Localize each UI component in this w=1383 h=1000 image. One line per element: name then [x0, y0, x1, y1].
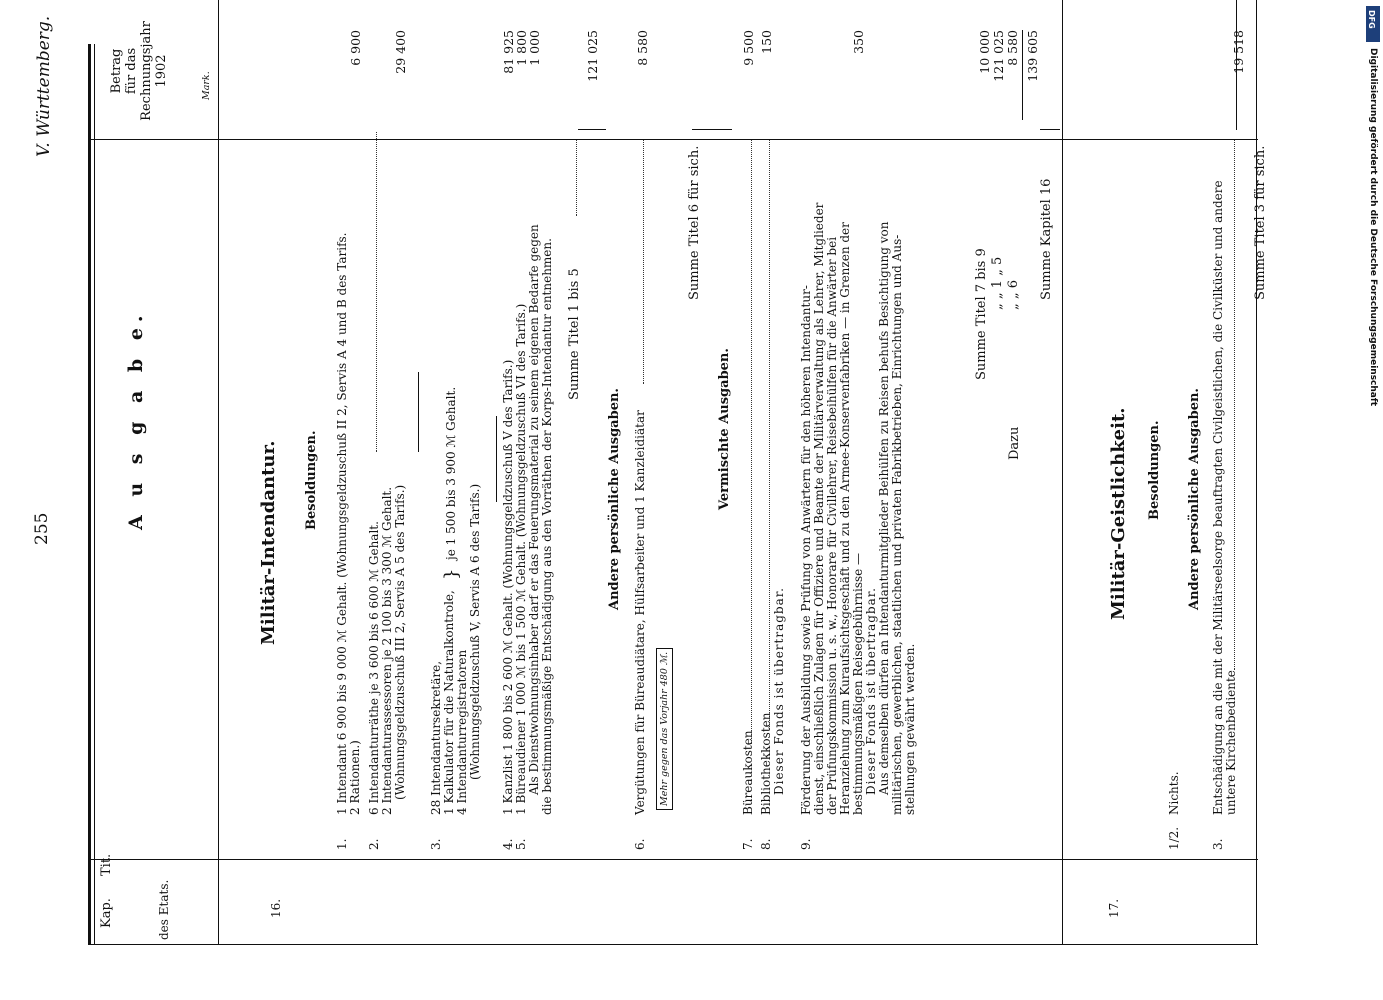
sum-1-5-amount: 121 025	[585, 30, 600, 82]
sum3-label: Summe Titel 3 für sich.	[1253, 145, 1268, 300]
chapter16-besoldungen: Besoldungen.	[304, 430, 319, 530]
sum-kap16-label: Summe Kapitel 16	[1039, 178, 1054, 300]
tit-3: 3.	[429, 838, 443, 850]
chapter17-besoldungen: Besoldungen.	[1147, 420, 1162, 520]
amount-header-1: Betrag	[109, 48, 124, 94]
total-kap16: 139 605	[1025, 30, 1040, 82]
dfg-badge-text: DFG	[1367, 10, 1376, 29]
amount-t9: 350	[851, 30, 866, 54]
tit-header: Tit.	[99, 853, 114, 876]
tit-3-17: 3.	[1211, 838, 1225, 850]
tit-8: 8.	[759, 838, 773, 850]
page-number: 255	[32, 512, 52, 545]
tit-7: 7.	[741, 838, 755, 850]
tit-5: 5.	[514, 838, 528, 850]
chapter16-title: Militär-Intendantur.	[258, 440, 279, 645]
des-etats-header: des Etats.	[157, 879, 171, 940]
andere-title: Andere persönliche Ausgaben.	[607, 388, 622, 610]
amount-t1: 6 900	[348, 30, 363, 66]
amount-t2: 29 400	[393, 30, 408, 74]
amount-t7: 9 500	[741, 30, 756, 66]
row6-note: Mehr gegen das Vorjahr 480 ℳ.	[656, 648, 673, 810]
amount-t4: 1 800	[514, 30, 529, 66]
amount-header-2: für das	[124, 47, 139, 95]
tit-1: 1.	[335, 838, 349, 850]
amount-t3: 81 925	[501, 30, 516, 74]
total-t1-5: 121 025	[991, 30, 1006, 82]
section-title: A u s g a b e.	[125, 309, 147, 530]
sum-7-9-label: Summe Titel 7 bis 9	[974, 248, 989, 380]
tit-2: 2.	[367, 838, 381, 850]
kap-16: 16.	[269, 898, 283, 918]
kap-17: 17.	[1107, 898, 1121, 918]
amount-t5: 1 000	[527, 30, 542, 66]
sum-1-5-label: Summe Titel 1 bis 5	[567, 268, 582, 400]
kap-header: Kap.	[99, 898, 114, 928]
amount-header-3: Rechnungsjahr	[139, 21, 154, 121]
region-title: V. Württemberg.	[34, 15, 54, 157]
amount-17-t3: 19 518	[1231, 30, 1246, 74]
budget-page: 255 V. Württemberg. Kap. Tit. des Etats. A u s g a b e. Betrag für das Rechnungsjahr 1902 Mark. 16. Militär-Intendantur. Besoldungen. 1. 1 Intendant 6 900 bis 9 000 ℳ Gehalt. (Wohnungsgeldzuschuß II 2, Servis A 4 und B des Tarifs. 2 Rationen.) 6 900 2. 6 Intendanturräthe je 3 600 bis 6 600 ℳ Gehalt. 2 Intendanturassessoren je 2 100 bis 3 300 ℳ Gehalt. (Wohnungsgeldzuschuß III 2, Servis A 5 des Tarifs.) 29 400 3. 28 Intendantursekretäre, 1 Kalkulator für die Naturalkontrole, 4 Intendanturregistratoren (Wohnungsgeldzuschuß V, Servis A 6 des Tarifs.) } je 1 500 bis 3 900 ℳ Gehalt. 4. 5. 1 Kanzlist 1 800 bis 2 600 ℳ Gehalt. (Wohnungsgeldzuschuß V des Tarifs.) 1 Büreaudiener 1 000 ℳ bis 1 500 ℳ Gehalt. (Wohnungsgeldzuschuß VI des Tarifs.) Als Dienstwohnungsinhaber darf er das Feuerungsmaterial zu seinem eigenen Bedarfe gegen die bestimmungsmäßige Entschädigung aus den Vorräthen der Korps-Intendantur entnehmen. 81 925 1 800 1 000 Summe Titel 1 bis 5 121 025 Andere persönliche Ausgaben. 6. Vergütungen für Büreaudiätare, Hülfsarbeiter und 1 Kanzleidiätar 8 580 Mehr gegen das Vorjahr 480 ℳ. Summe Titel 6 für sich. Vermischte Ausgaben. 7. Büreaukosten 9 500 8. Bibliothekkosten 150 Dieser Fonds ist übertragbar. 9. Förderung der Ausbildung sowie Prüfung von Anwärtern für den höheren Intendantur- dienst, einschließlich Zulagen für Offiziere und Beamte der Militärverwaltung als Lehrer, Mitglieder der Prüfungskommission u. s. w., Honorare für Civillehrer, Reisebeihülfen für die Anwärter bei Heranziehung zum Kuraufsichtsgeschäft und zu den Armee-Konservenfabriken — in Grenzen der bestimmungsmäßigen Reisegebührnisse — Dieser Fonds ist übertragbar. Aus demselben dürfen an Intendanturmitglieder Beihülfen zu Reisen behufs Besichtigung von militärischen, gewerblichen, staatlichen und privaten Fabrikbetrieben, Einrichtungen und Aus- stellungen gewährt werden. 350 Summe Titel 7 bis 9 Dazu „ „ 1 „ 5 „ „ 6 10 000 121 025 8 580 Summe Kapitel 16 139 605 17. Militär-Geistlichkeit. Besoldungen. 1/2. Nichts. Andere persönliche Ausgaben. 3. Entschädigung an die mit der Militärseelsorge beauftragten Civilgeistlichen, die Civilküster und andere untere Kirchenbediente 19 518 Summe Titel 3 für sich.	[0, 0, 1383, 1000]
tit-6: 6.	[633, 838, 647, 850]
total-t7-9: 10 000	[977, 30, 992, 74]
dazu-label: Dazu	[1007, 426, 1022, 460]
dfg-note-text: Digitalisierung gefördert durch die Deutsche Forschungsgemeinschaft	[1368, 48, 1378, 407]
tit-1-2: 1/2.	[1167, 826, 1181, 850]
header-rule	[218, 0, 219, 945]
dfg-note	[1368, 48, 1380, 898]
tit-4: 4.	[501, 838, 515, 850]
top-rule	[88, 44, 91, 945]
tit-9: 9.	[799, 838, 813, 850]
sum6-label: Summe Titel 6 für sich.	[687, 145, 702, 300]
chapter17-andere: Andere persönliche Ausgaben.	[1187, 388, 1202, 610]
chapter17-title: Militär-Geistlichkeit.	[1108, 407, 1129, 620]
total-t6: 8 580	[1005, 30, 1020, 66]
amount-header-4: 1902	[154, 54, 169, 88]
amount-t6: 8 580	[635, 30, 650, 66]
amount-t8: 150	[759, 30, 774, 54]
amount-unit: Mark.	[201, 71, 212, 100]
vermischte-title: Vermischte Ausgaben.	[717, 348, 732, 510]
dfg-badge	[1366, 6, 1380, 42]
